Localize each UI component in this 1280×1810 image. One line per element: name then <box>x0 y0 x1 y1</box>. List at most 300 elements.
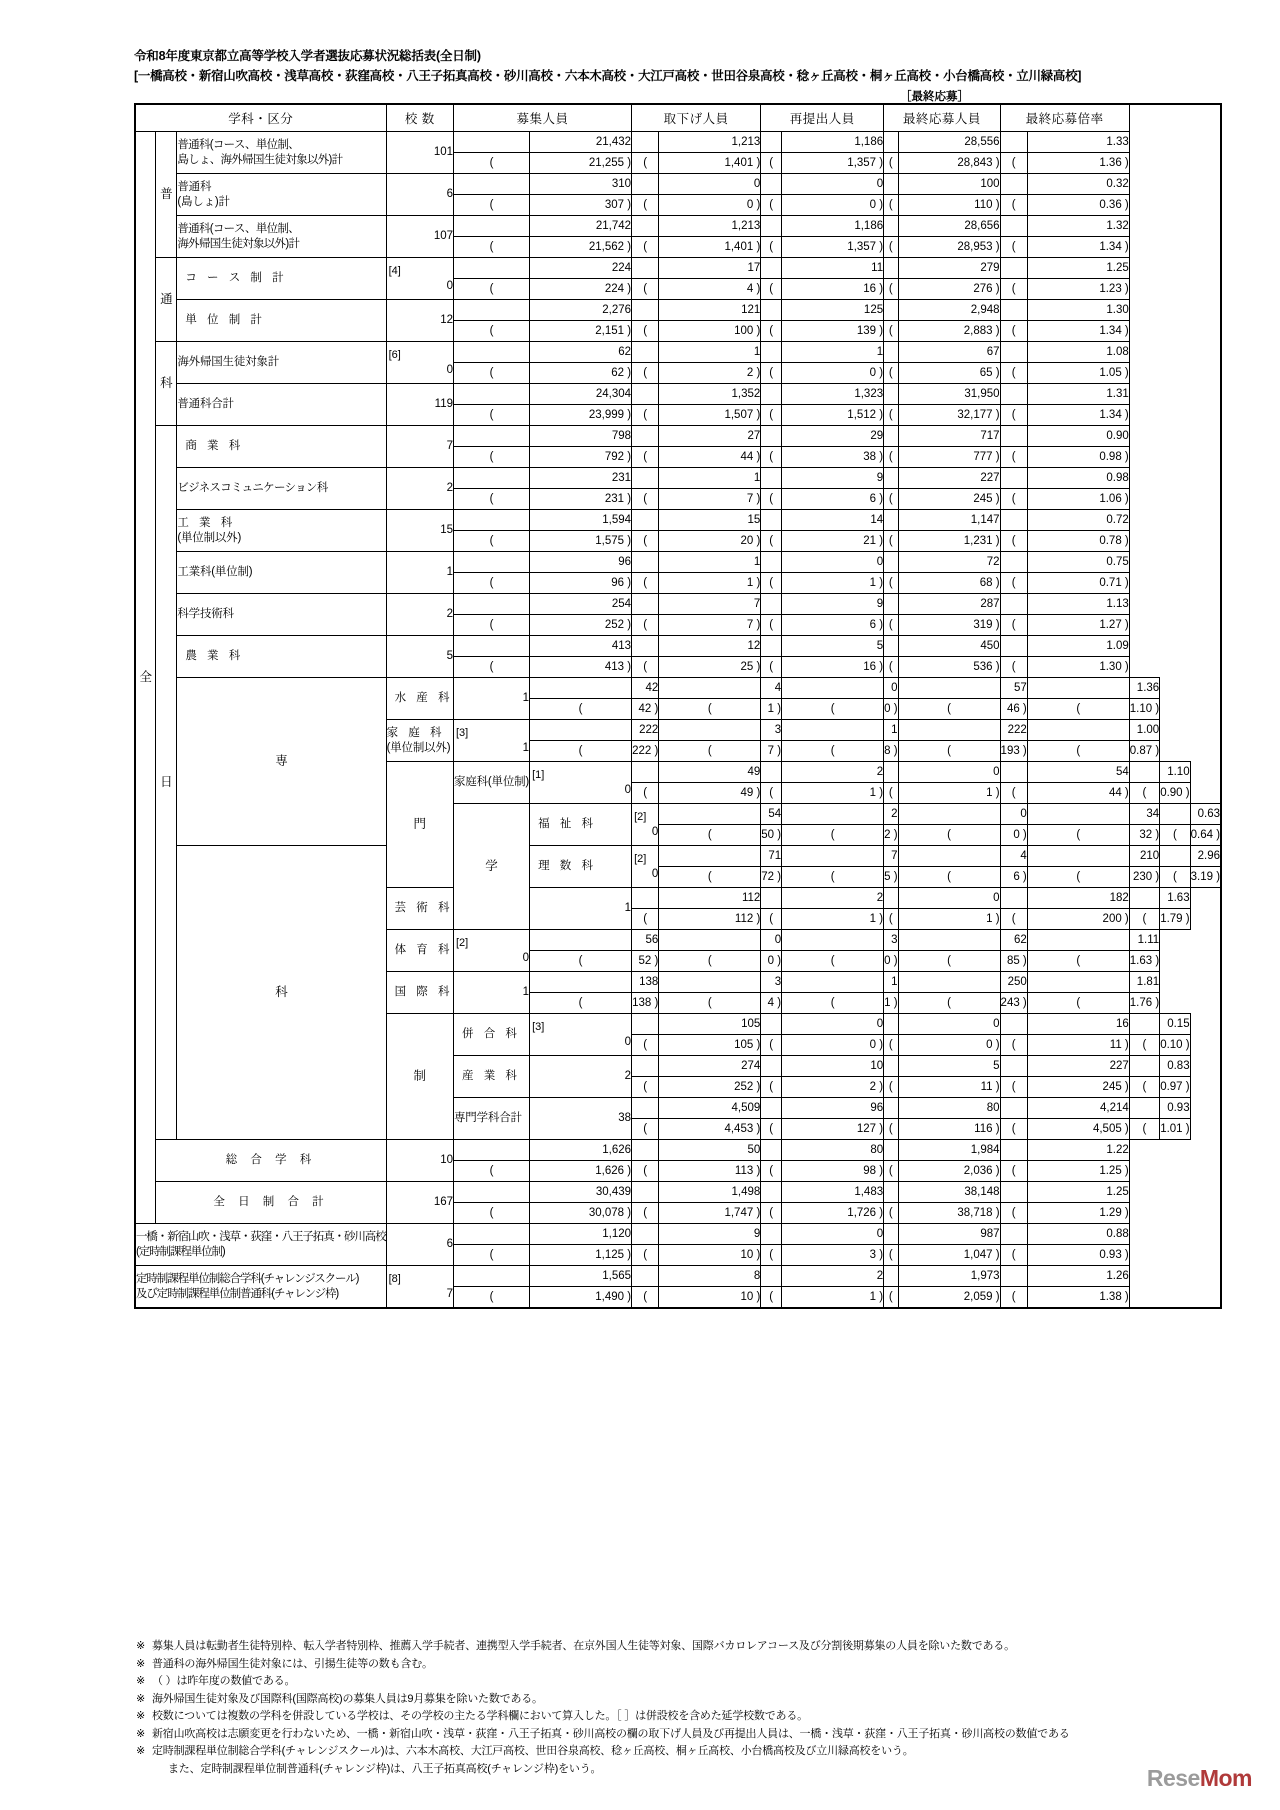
header-recruit: 募集人員 <box>454 104 632 132</box>
cell-withdraw: 7 <box>659 594 761 615</box>
row-schools: 119 <box>386 384 453 426</box>
paren-open: ( <box>1129 783 1159 804</box>
row-label: 家庭科(単位制) <box>454 762 530 804</box>
cell-recruit-prev: 413 ) <box>530 657 632 678</box>
cell-recruit: 798 <box>530 426 632 447</box>
final-application-tag: ［最終応募］ <box>900 91 969 103</box>
spine-sen: 専 <box>177 678 386 846</box>
cell-resubmit: 1,186 <box>782 132 884 153</box>
row-schools: [2] 0 <box>454 930 530 972</box>
cell-final-prev: 46 ) <box>1000 699 1027 720</box>
paren-cell <box>1000 468 1027 489</box>
paren-cell <box>1000 258 1027 279</box>
cell-recruit: 254 <box>530 594 632 615</box>
paren-open: ( <box>530 993 632 1014</box>
paren-open: ( <box>761 1035 782 1056</box>
cell-withdraw-prev: 4 ) <box>659 279 761 300</box>
paren-cell <box>454 1266 530 1287</box>
paren-cell <box>1000 1098 1027 1119</box>
row-schools: 6 <box>386 1224 453 1266</box>
cell-final-prev: 38,718 ) <box>898 1203 1000 1224</box>
paren-open: ( <box>761 489 782 510</box>
cell-withdraw-prev: 5 ) <box>884 867 898 888</box>
paren-cell <box>898 972 1000 993</box>
cell-recruit-prev: 1,626 ) <box>530 1161 632 1182</box>
paren-cell <box>632 174 659 195</box>
cell-resubmit-prev: 1,512 ) <box>782 405 884 426</box>
paren-cell <box>632 636 659 657</box>
paren-open: ( <box>659 951 761 972</box>
cell-final: 227 <box>898 468 1000 489</box>
cell-recruit: 112 <box>659 888 761 909</box>
paren-cell <box>454 342 530 363</box>
spine-futsu: 普 <box>156 132 177 258</box>
cell-final: 28,656 <box>898 216 1000 237</box>
paren-open: ( <box>454 321 530 342</box>
footnote-item <box>136 1638 1146 1656</box>
paren-cell <box>898 678 1000 699</box>
paren-open: ( <box>884 447 898 468</box>
paren-cell <box>884 132 898 153</box>
row-label: 水 産 科 <box>386 678 453 720</box>
cell-recruit-prev: 138 ) <box>632 993 659 1014</box>
table-body <box>135 132 1221 1309</box>
table-header-row <box>135 104 1221 132</box>
paren-open: ( <box>761 783 782 804</box>
footnote-mark: ※ <box>136 1675 146 1687</box>
footnote-mark: ※ <box>136 1640 146 1652</box>
paren-cell <box>1160 804 1190 825</box>
paren-open: ( <box>454 237 530 258</box>
paren-cell <box>454 258 530 279</box>
paren-cell <box>632 132 659 153</box>
paren-cell <box>1129 1056 1159 1077</box>
cell-recruit: 222 <box>632 720 659 741</box>
paren-open: ( <box>1000 1119 1027 1140</box>
paren-open: ( <box>1027 993 1129 1014</box>
row-schools: 38 <box>530 1098 632 1140</box>
cell-final: 100 <box>898 174 1000 195</box>
cell-ratio-prev: 1.25 ) <box>1027 1161 1129 1182</box>
cell-resubmit: 9 <box>782 594 884 615</box>
row-schools: [2] 0 <box>632 846 659 888</box>
paren-cell <box>632 510 659 531</box>
cell-final-prev: 536 ) <box>898 657 1000 678</box>
paren-cell <box>761 1182 782 1203</box>
paren-open: ( <box>632 405 659 426</box>
cell-ratio-prev: 1.79 ) <box>1160 909 1190 930</box>
paren-cell <box>898 804 1000 825</box>
paren-open: ( <box>1000 573 1027 594</box>
cell-withdraw-prev: 1 ) <box>782 909 884 930</box>
cell-resubmit: 5 <box>782 636 884 657</box>
cell-ratio-prev: 0.90 ) <box>1160 783 1190 804</box>
cell-recruit: 105 <box>659 1014 761 1035</box>
paren-open: ( <box>884 657 898 678</box>
paren-open: ( <box>1129 1035 1159 1056</box>
cell-resubmit: 0 <box>782 174 884 195</box>
paren-cell <box>1129 1014 1159 1035</box>
paren-cell <box>884 888 898 909</box>
row-schools: 2 <box>386 468 453 510</box>
paren-open: ( <box>454 531 530 552</box>
paren-cell <box>659 804 761 825</box>
row-label: 普通科 (島しょ)計 <box>177 174 386 216</box>
cell-final: 450 <box>898 636 1000 657</box>
paren-open: ( <box>782 993 884 1014</box>
paren-open: ( <box>1000 1161 1027 1182</box>
cell-final: 31,950 <box>898 384 1000 405</box>
cell-withdraw-prev: 7 ) <box>659 615 761 636</box>
header-resubmit: 再提出人員 <box>761 104 884 132</box>
paren-cell <box>632 1182 659 1203</box>
watermark-rese: Rese <box>1146 1765 1200 1791</box>
statistics-table <box>134 103 1222 1309</box>
paren-open: ( <box>632 321 659 342</box>
cell-recruit: 413 <box>530 636 632 657</box>
cell-withdraw: 3 <box>761 972 782 993</box>
paren-open: ( <box>884 1245 898 1266</box>
cell-recruit: 1,565 <box>530 1266 632 1287</box>
paren-open: ( <box>1000 153 1027 174</box>
cell-withdraw: 50 <box>659 1140 761 1161</box>
table-row <box>135 1182 1221 1203</box>
paren-cell <box>782 846 884 867</box>
paren-cell <box>761 426 782 447</box>
paren-cell <box>761 132 782 153</box>
paren-open: ( <box>1000 657 1027 678</box>
paren-cell <box>884 1266 898 1287</box>
cell-ratio: 1.22 <box>1027 1140 1129 1161</box>
footnote-item <box>136 1656 1146 1674</box>
row-label: 併 合 科 <box>454 1014 530 1056</box>
cell-withdraw: 9 <box>659 1224 761 1245</box>
paren-cell <box>884 216 898 237</box>
spine-ka: 科 <box>156 342 177 426</box>
cell-resubmit: 80 <box>898 1098 1000 1119</box>
paren-cell <box>884 552 898 573</box>
paren-cell <box>1000 636 1027 657</box>
paren-open: ( <box>1000 1287 1027 1309</box>
paren-open: ( <box>884 615 898 636</box>
paren-open: ( <box>1000 531 1027 552</box>
cell-withdraw-prev: 1 ) <box>782 783 884 804</box>
cell-withdraw: 1 <box>659 468 761 489</box>
row-schools: [6] 0 <box>386 342 453 384</box>
cell-final-prev: 1,231 ) <box>898 531 1000 552</box>
cell-final: 987 <box>898 1224 1000 1245</box>
footnote-item <box>136 1743 1146 1761</box>
cell-resubmit: 1,483 <box>782 1182 884 1203</box>
cell-ratio-prev: 0.71 ) <box>1027 573 1129 594</box>
paren-open: ( <box>632 279 659 300</box>
cell-final: 182 <box>1027 888 1129 909</box>
paren-open: ( <box>454 657 530 678</box>
cell-withdraw-prev: 20 ) <box>659 531 761 552</box>
cell-resubmit: 0 <box>898 888 1000 909</box>
table-row <box>135 468 1221 489</box>
paren-open: ( <box>761 153 782 174</box>
paren-open: ( <box>884 237 898 258</box>
paren-open: ( <box>884 405 898 426</box>
cell-final: 67 <box>898 342 1000 363</box>
cell-resubmit: 0 <box>898 1014 1000 1035</box>
paren-cell <box>884 174 898 195</box>
cell-recruit: 224 <box>530 258 632 279</box>
paren-cell <box>884 510 898 531</box>
cell-resubmit-prev: 8 ) <box>884 741 898 762</box>
paren-open: ( <box>632 1119 659 1140</box>
paren-open: ( <box>761 363 782 384</box>
cell-resubmit-prev: 16 ) <box>782 657 884 678</box>
paren-cell <box>884 1014 898 1035</box>
paren-open: ( <box>761 405 782 426</box>
cell-final-prev: 28,953 ) <box>898 237 1000 258</box>
row-label: 農 業 科 <box>177 636 386 678</box>
spine-ka2: 科 <box>177 846 386 1140</box>
footnote-item <box>136 1726 1146 1744</box>
paren-open: ( <box>632 1203 659 1224</box>
table-row <box>135 174 1221 195</box>
cell-ratio-prev: 0.10 ) <box>1160 1035 1190 1056</box>
cell-ratio: 0.72 <box>1027 510 1129 531</box>
paren-open: ( <box>898 699 1000 720</box>
paren-cell <box>454 132 530 153</box>
table-row <box>135 300 1221 321</box>
footnote-text: また、定時制課程単位制普通科(チャレンジ枠)は、八王子拓真高校(チャレンジ枠)をいう。 <box>168 1762 602 1775</box>
cell-recruit-prev: 50 ) <box>761 825 782 846</box>
paren-open: ( <box>632 447 659 468</box>
cell-recruit-prev: 30,078 ) <box>530 1203 632 1224</box>
table-row <box>135 342 1221 363</box>
paren-open: ( <box>1000 783 1027 804</box>
paren-open: ( <box>632 489 659 510</box>
cell-ratio-prev: 1.10 ) <box>1129 699 1159 720</box>
paren-cell <box>1000 510 1027 531</box>
paren-cell <box>1000 300 1027 321</box>
cell-recruit-prev: 52 ) <box>632 951 659 972</box>
cell-ratio-prev: 0.98 ) <box>1027 447 1129 468</box>
paren-cell <box>1027 720 1129 741</box>
paren-cell <box>782 678 884 699</box>
cell-withdraw: 0 <box>782 1014 884 1035</box>
cell-final: 54 <box>1027 762 1129 783</box>
cell-recruit-prev: 1,490 ) <box>530 1287 632 1309</box>
cell-withdraw: 121 <box>659 300 761 321</box>
cell-recruit-prev: 224 ) <box>530 279 632 300</box>
row-label: 工 業 科 (単位制以外) <box>177 510 386 552</box>
cell-resubmit: 2 <box>782 1266 884 1287</box>
paren-cell <box>884 1098 898 1119</box>
row-label: 福 祉 科 <box>530 804 632 846</box>
row-label: 体 育 科 <box>386 930 453 972</box>
spine-tsu: 通 <box>156 258 177 342</box>
paren-cell <box>1000 1266 1027 1287</box>
cell-ratio: 1.33 <box>1027 132 1129 153</box>
cell-recruit-prev: 49 ) <box>659 783 761 804</box>
cell-recruit: 138 <box>632 972 659 993</box>
cell-recruit-prev: 231 ) <box>530 489 632 510</box>
paren-cell <box>632 1098 659 1119</box>
table-row <box>135 594 1221 615</box>
paren-cell <box>1027 678 1129 699</box>
paren-cell <box>454 1224 530 1245</box>
paren-cell <box>884 636 898 657</box>
paren-open: ( <box>782 867 884 888</box>
cell-ratio-prev: 1.34 ) <box>1027 405 1129 426</box>
row-label: 芸 術 科 <box>386 888 453 930</box>
cell-resubmit: 125 <box>782 300 884 321</box>
cell-final: 2,948 <box>898 300 1000 321</box>
cell-recruit: 1,626 <box>530 1140 632 1161</box>
paren-cell <box>761 510 782 531</box>
footnote-text: 校数については複数の学科を併設している学校は、その学校の主たる学科欄において算入した。［ ］は併設校を含めた延学校数である。 <box>152 1710 808 1722</box>
cell-recruit: 231 <box>530 468 632 489</box>
cell-recruit-prev: 105 ) <box>659 1035 761 1056</box>
cell-recruit: 310 <box>530 174 632 195</box>
cell-withdraw-prev: 1,401 ) <box>659 153 761 174</box>
paren-open: ( <box>632 195 659 216</box>
paren-open: ( <box>898 867 1000 888</box>
paren-cell <box>1000 342 1027 363</box>
cell-withdraw-prev: 4 ) <box>761 993 782 1014</box>
paren-open: ( <box>1027 867 1129 888</box>
paren-open: ( <box>761 1161 782 1182</box>
cell-withdraw-prev: 1 ) <box>761 699 782 720</box>
cell-resubmit: 3 <box>884 930 898 951</box>
paren-open: ( <box>1129 1077 1159 1098</box>
paren-cell <box>761 636 782 657</box>
spine-mon: 門 <box>386 762 453 888</box>
header-final-apply: 最終応募人員 <box>884 104 1000 132</box>
paren-cell <box>761 888 782 909</box>
paren-open: ( <box>884 783 898 804</box>
cell-resubmit: 29 <box>782 426 884 447</box>
row-schools: 7 <box>386 426 453 468</box>
row-label: 普通科(コース、単位制、 海外帰国生徒対象以外)計 <box>177 216 386 258</box>
footnote-mark <box>136 1761 152 1779</box>
paren-cell <box>659 678 761 699</box>
cell-final: 62 <box>1000 930 1027 951</box>
cell-ratio: 1.10 <box>1160 762 1190 783</box>
paren-cell <box>884 258 898 279</box>
paren-open: ( <box>1027 825 1129 846</box>
row-schools: [3] 0 <box>530 1014 632 1056</box>
cell-withdraw-prev: 10 ) <box>659 1287 761 1309</box>
cell-recruit-prev: 307 ) <box>530 195 632 216</box>
cell-resubmit-prev: 0 ) <box>884 951 898 972</box>
row-label: 単 位 制 計 <box>177 300 386 342</box>
row-schools: 5 <box>386 636 453 678</box>
paren-cell <box>632 300 659 321</box>
paren-cell <box>454 300 530 321</box>
paren-cell <box>530 720 632 741</box>
cell-withdraw-prev: 1,747 ) <box>659 1203 761 1224</box>
paren-open: ( <box>659 825 761 846</box>
cell-resubmit: 0 <box>898 762 1000 783</box>
cell-resubmit-prev: 98 ) <box>782 1161 884 1182</box>
cell-resubmit-prev: 38 ) <box>782 447 884 468</box>
cell-final: 1,984 <box>898 1140 1000 1161</box>
cell-withdraw: 1 <box>659 552 761 573</box>
paren-cell <box>632 1014 659 1035</box>
paren-cell <box>1000 888 1027 909</box>
paren-cell <box>454 384 530 405</box>
paren-cell <box>1000 216 1027 237</box>
paren-cell <box>1000 1224 1027 1245</box>
cell-resubmit-prev: 0 ) <box>782 195 884 216</box>
cell-withdraw: 4 <box>761 678 782 699</box>
cell-final-prev: 230 ) <box>1129 867 1159 888</box>
paren-cell <box>454 468 530 489</box>
paren-cell <box>632 888 659 909</box>
row-schools: 167 <box>386 1182 453 1224</box>
table-row <box>135 636 1221 657</box>
cell-resubmit-prev: 139 ) <box>782 321 884 342</box>
cell-ratio: 1.25 <box>1027 1182 1129 1203</box>
paren-cell <box>761 216 782 237</box>
paren-cell <box>884 594 898 615</box>
paren-open: ( <box>761 1119 782 1140</box>
cell-resubmit-prev: 1,726 ) <box>782 1203 884 1224</box>
paren-open: ( <box>761 909 782 930</box>
cell-final: 16 <box>1027 1014 1129 1035</box>
paren-cell <box>659 930 761 951</box>
cell-resubmit: 1 <box>884 972 898 993</box>
paren-open: ( <box>1000 363 1027 384</box>
paren-open: ( <box>884 321 898 342</box>
paren-cell <box>1027 804 1129 825</box>
cell-withdraw: 2 <box>884 804 898 825</box>
paren-open: ( <box>761 657 782 678</box>
paren-cell <box>884 1056 898 1077</box>
row-schools: 1 <box>454 972 530 1014</box>
paren-open: ( <box>632 615 659 636</box>
row-label: 家 庭 科 (単位制以外) <box>386 720 453 762</box>
footnote-item <box>136 1708 1146 1726</box>
cell-resubmit: 1 <box>782 342 884 363</box>
cell-ratio: 1.63 <box>1160 888 1190 909</box>
cell-final-prev: 110 ) <box>898 195 1000 216</box>
paren-cell <box>1000 594 1027 615</box>
paren-open: ( <box>659 699 761 720</box>
paren-cell <box>761 1056 782 1077</box>
paren-open: ( <box>884 279 898 300</box>
footnote-mark: ※ <box>136 1745 146 1757</box>
row-label: 普通科合計 <box>177 384 386 426</box>
paren-open: ( <box>884 1161 898 1182</box>
cell-ratio-prev: 0.64 ) <box>1190 825 1221 846</box>
cell-resubmit-prev: 0 ) <box>1000 825 1027 846</box>
footnote-text: 新宿山吹高校は志願変更を行わないため、一橋・新宿山吹・浅草・荻窪・八王子拓真・砂川高校の欄の取下げ人員及び再提出人員は、一橋・浅草・荻窪・八王子拓真・砂川高校の数値である <box>152 1727 1070 1740</box>
cell-ratio: 0.83 <box>1160 1056 1190 1077</box>
cell-final-prev: 2,883 ) <box>898 321 1000 342</box>
cell-withdraw: 7 <box>884 846 898 867</box>
cell-withdraw-prev: 100 ) <box>659 321 761 342</box>
cell-withdraw-prev: 2 ) <box>659 363 761 384</box>
cell-ratio-prev: 0.87 ) <box>1129 741 1159 762</box>
cell-withdraw: 17 <box>659 258 761 279</box>
cell-ratio-prev: 1.34 ) <box>1027 321 1129 342</box>
paren-open: ( <box>659 741 761 762</box>
cell-final-prev: 32,177 ) <box>898 405 1000 426</box>
cell-recruit: 42 <box>632 678 659 699</box>
paren-open: ( <box>454 1245 530 1266</box>
cell-recruit-prev: 1,125 ) <box>530 1245 632 1266</box>
cell-final-prev: 1,047 ) <box>898 1245 1000 1266</box>
cell-resubmit: 11 <box>782 258 884 279</box>
paren-open: ( <box>530 699 632 720</box>
